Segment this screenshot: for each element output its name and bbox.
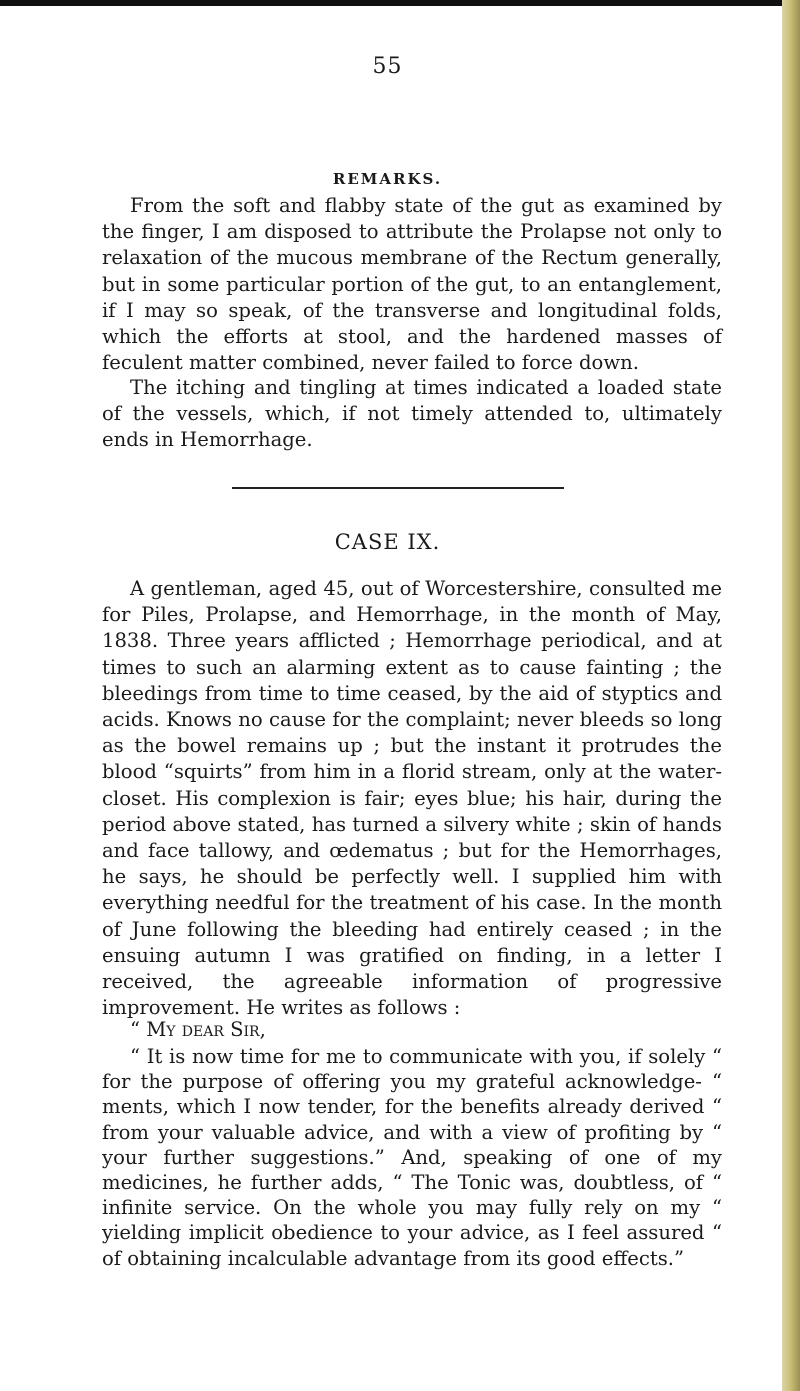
case-heading: CASE IX. <box>334 530 441 554</box>
remarks-paragraph-1: From the soft and flabby state of the gut as examined by the finger, I am disposed to attribute the Prolapse not only to relaxation of the mucous membrane of the Rectum generally, but in some particular portion of the gut, to an entanglement, if I may so speak, of the transverse and longitudinal folds, which the efforts at stool, and the hardened masses of feculent matter combined, never failed to force down. <box>102 194 722 375</box>
letter-body: “ It is now time for me to communicate with you, if solely “ for the purpose of offering you my grateful acknowledge- “ ments, which I now tender, for the benefits already derived “ from your valuable advice, and with a view of profiting by “ your further suggestions.” And, speaking of one of my medicines, he further adds, “ The Tonic was, doubtless, of “ infinite service. On the whole you may fully rely on my “ yielding implicit obedience to your advice, as I feel assured “ of obtaining incalculable advantage from its good effects.” <box>102 1045 722 1270</box>
top-edge-rule <box>0 0 785 6</box>
section-divider <box>232 487 564 489</box>
book-spine-edge <box>782 0 800 1391</box>
section-heading-remarks: REMARKS. <box>332 170 443 188</box>
remarks-paragraph-2: The itching and tingling at times indicated a loaded state of the vessels, which, if not timely attended to, ultimately ends in Hemorrhage. <box>102 376 722 452</box>
case-description: A gentleman, aged 45, out of Worcestershire, consulted me for Piles, Prolapse, and Hemorrhage, in the month of May, 1838. Three years afflicted ; Hemorrhage periodical, and at times to such an alarming extent as to cause fainting ; the bleedings from time to time ceased, by the aid of styptics and acids. Knows no cause for the complaint; never bleeds so long as the bowel remains up ; but the instant it protrudes the blood “squirts” from him in a florid stream, only at the water-closet. His complexion is fair; eyes blue; his hair, during the period above stated, has turned a silvery white ; skin of hands and face tallowy, and œdematus ; but for the Hemorrhages, he says, he should be perfectly well. I supplied him with everything needful for the treatment of his case. In the month of June following the bleeding had entirely ceased ; in the ensuing autumn I was gratified on finding, in a letter I received, the agreeable information of progressive improvement. He writes as follows : <box>102 577 722 1020</box>
page-number: 55 <box>372 54 403 79</box>
letter-salutation: “ My dear Sir, <box>130 1018 266 1041</box>
